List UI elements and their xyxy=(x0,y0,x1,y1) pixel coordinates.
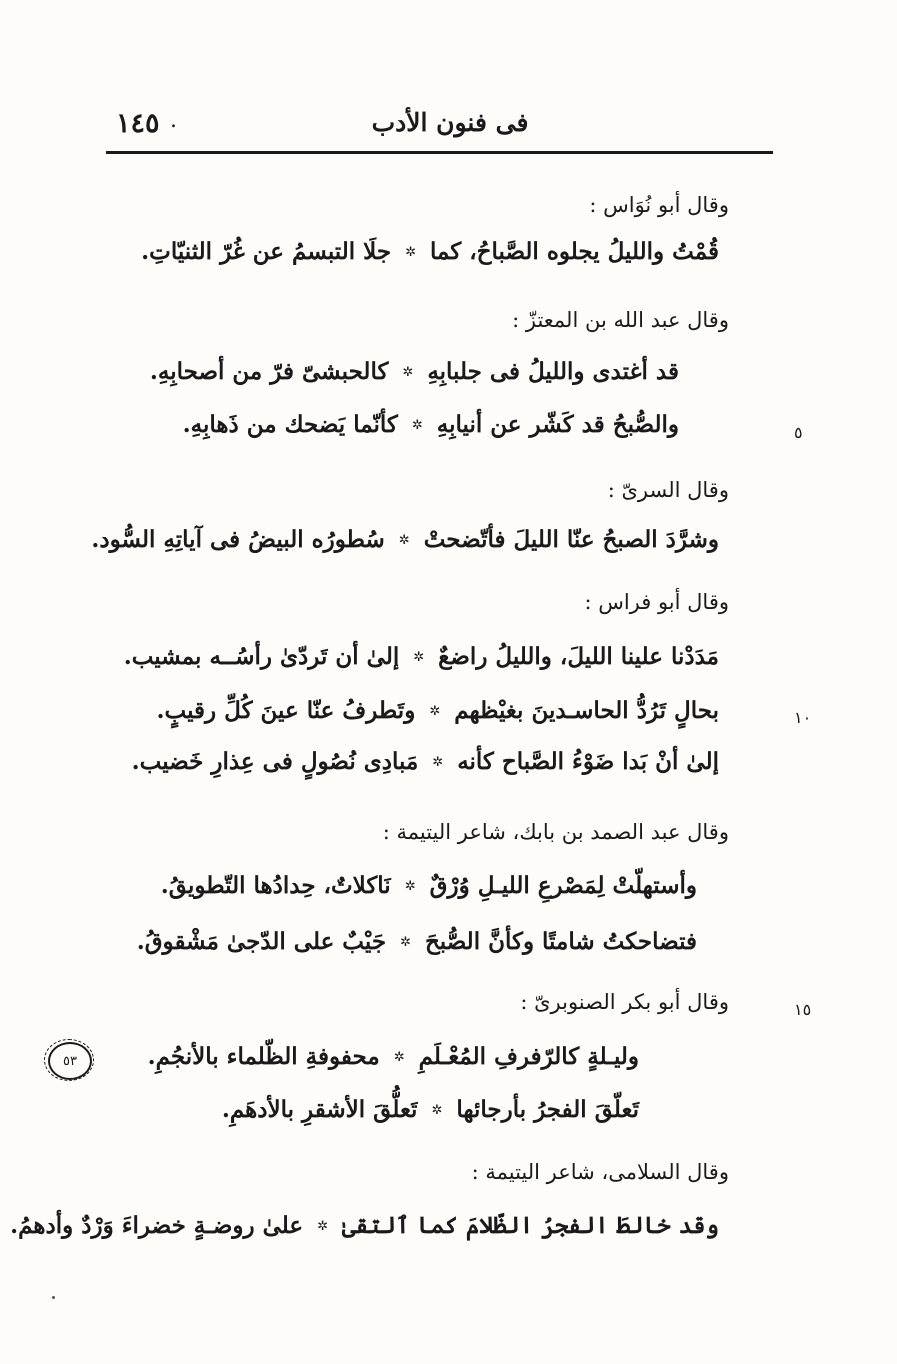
poem-intro: وقال عبد الله بن المعتزّ : xyxy=(512,308,729,332)
verse-line xyxy=(124,643,719,670)
verse-first-hemistich: قُمْتُ والليلُ يجلوه الصَّباحُ، كما xyxy=(430,238,719,265)
header-rule xyxy=(106,151,773,154)
verse-second-hemistich: نَاكلاتٌ، حِدادُها التّطويقُ. xyxy=(160,872,391,899)
paper-speck xyxy=(52,1296,55,1299)
verse-separator-star: ✲ xyxy=(393,1050,405,1065)
line-number: ٥ xyxy=(794,423,803,442)
verse-first-hemistich: وأستهلّتْ لِمَصْرعِ الليـلِ وُرْقٌ xyxy=(429,872,697,899)
verse-line xyxy=(161,872,697,899)
verse-first-hemistich: والصُّبحُ قد كَشّر عن أنيابِهِ xyxy=(436,411,679,438)
verse-first-hemistich: تَعلّقَ الفجرُ بأرجائها xyxy=(456,1096,639,1123)
verse-line xyxy=(150,358,679,385)
verse-separator-star: ✲ xyxy=(405,245,416,260)
verse-line xyxy=(222,1096,639,1123)
verse-separator-star: ✲ xyxy=(429,704,441,719)
verse-first-hemistich: وقد خالطَ الفجرُ الظّلامَ كما ٱلتقىٰ xyxy=(342,1212,719,1239)
verse-second-hemistich: جَيْبٌ على الدّجىٰ مَشْقوقُ. xyxy=(136,928,387,955)
verse-first-hemistich: فتضاحكتُ شامتًا وكأنَّ الصُّبحَ xyxy=(424,928,697,955)
verse-second-hemistich: علىٰ روضـةٍ خضراءَ وَرْدٌ وأدهمُ. xyxy=(10,1212,304,1239)
verse-line xyxy=(132,748,719,775)
poem-intro: وقال عبد الصمد بن بابك، شاعر اليتيمة : xyxy=(382,820,729,844)
verse-first-hemistich: بحالٍ تَرُدُّ الحاسـدينَ بغيْظهم xyxy=(454,697,719,724)
library-stamp: ٥٣ xyxy=(48,1042,92,1080)
verse-line xyxy=(137,928,697,955)
line-number: ١٥ xyxy=(794,1000,812,1019)
verse-separator-star: ✲ xyxy=(404,879,416,894)
page-number: ١٤٥ xyxy=(116,108,160,139)
poem-intro: وقال السلامى، شاعر اليتيمة : xyxy=(471,1160,729,1184)
verse-second-hemistich: سُطورُه البيضُ فى آياتِهِ السُّود. xyxy=(91,526,385,553)
verse-first-hemistich: قد أغتدى والليلُ فى جلبابِهِ xyxy=(427,358,679,385)
verse-separator-star: ✲ xyxy=(402,365,414,380)
poem-intro: وقال أبو بكر الصنوبرىّ : xyxy=(520,990,729,1014)
verse-line xyxy=(141,238,719,265)
verse-second-hemistich: تَعلُّقَ الأشقرِ بالأدهَمِ. xyxy=(221,1096,418,1123)
verse-line xyxy=(157,697,719,724)
poem-intro: وقال أبو نُوَاس : xyxy=(589,193,729,217)
verse-line xyxy=(10,1212,719,1239)
verse-second-hemistich: كأنّما يَضحك من ذَهابِهِ. xyxy=(182,411,398,438)
verse-line xyxy=(91,526,719,553)
verse-second-hemistich: إلىٰ أن تَردّىٰ رأسُــه بمشيب. xyxy=(123,643,400,670)
verse-second-hemistich: محفوفةِ الظّلماء بالأنجُمِ. xyxy=(147,1043,380,1070)
verse-separator-star: ✲ xyxy=(398,533,410,548)
line-number: ١٠ xyxy=(794,708,812,727)
verse-line xyxy=(148,1043,639,1070)
verse-second-hemistich: مَبادِى نُصُولٍ فى عِذارِ خَضيب. xyxy=(131,748,419,775)
verse-separator-star: ✲ xyxy=(431,1103,443,1118)
verse-separator-star: ✲ xyxy=(400,935,411,950)
verse-separator-star: ✲ xyxy=(432,755,444,770)
verse-first-hemistich: وشرَّدَ الصبحُ عنّا الليلَ فأتّضحتْ xyxy=(423,526,719,553)
verse-second-hemistich: كالحبشىّ فرّ من أصحابِهِ. xyxy=(149,358,389,385)
verse-first-hemistich: وليـلةٍ كالرّفرفِ المُعْـلَمِ xyxy=(418,1043,639,1070)
verse-line xyxy=(183,411,679,438)
verse-separator-star: ✲ xyxy=(317,1219,329,1234)
verse-second-hemistich: وتَطرفُ عنّا عينَ كُلِّ رقيبٍ. xyxy=(156,697,416,724)
running-head-title: فى فنون الأدب xyxy=(371,108,529,137)
header-dot: . xyxy=(170,108,177,133)
poem-intro: وقال أبو فراس : xyxy=(584,590,729,614)
poem-intro: وقال السرىّ : xyxy=(607,478,729,502)
verse-separator-star: ✲ xyxy=(413,650,425,665)
verse-first-hemistich: إلىٰ أنْ بَدا ضَوْءُ الصَّباح كأنه xyxy=(457,748,719,775)
verse-second-hemistich: جلَا التبسمُ عن غُرّ الثنيّاتِ. xyxy=(141,238,392,265)
verse-first-hemistich: مَدَدْنا علينا الليلَ، والليلُ راضعٌ xyxy=(438,643,719,670)
verse-separator-star: ✲ xyxy=(411,418,423,433)
